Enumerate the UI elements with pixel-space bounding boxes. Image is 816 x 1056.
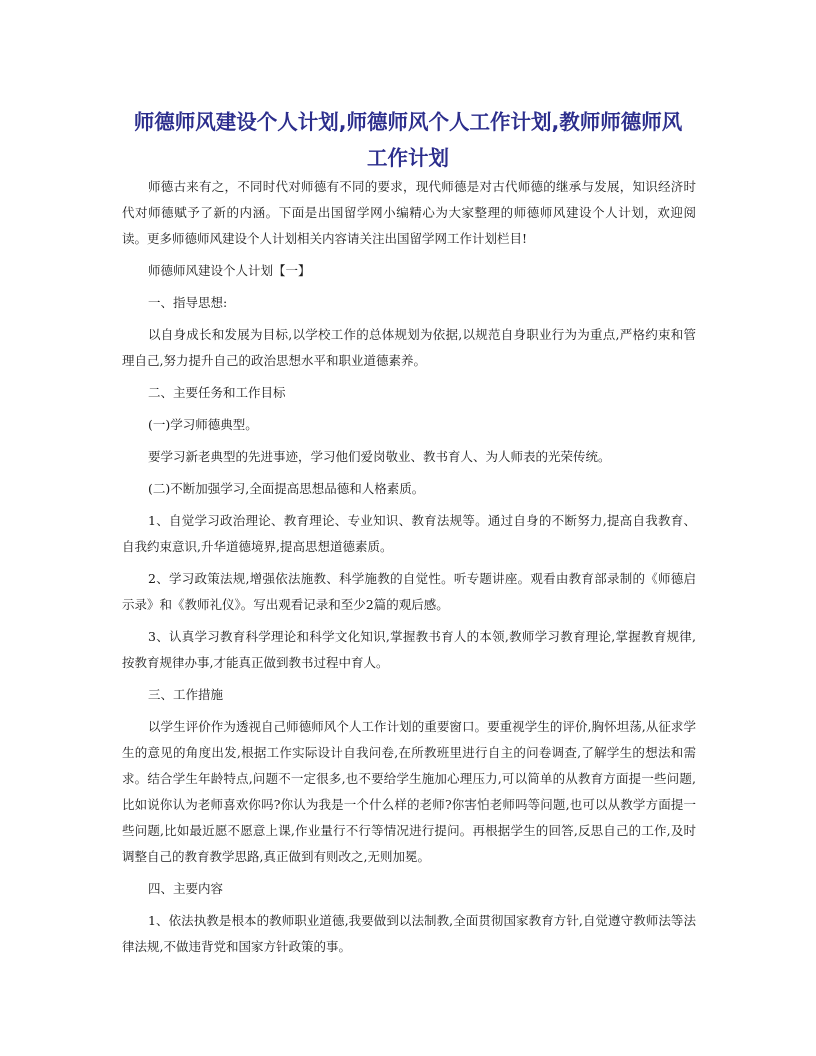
- body-paragraph: 要学习新老典型的先进事迹，学习他们爱岗敬业、教书育人、为人师表的光荣传统。: [148, 449, 611, 464]
- list-item-1: 1、自觉学习政治理论、教育理论、专业知识、教育法规等。通过自身的不断努力,提高自我教育、自我约束意识,升华道德境界,提高思想道德素质。: [122, 513, 696, 554]
- section-heading-measures: 三、工作措施: [148, 687, 224, 702]
- list-item-3: 3、认真学习教育科学理论和科学文化知识,掌握教书育人的本领,教师学习教育理论,掌握教育规律,按教育规律办事,才能真正做到教书过程中育人。: [122, 629, 696, 670]
- list-item-2: 2、学习政策法规,增强依法施教、科学施教的自觉性。听专题讲座。观看由教育部录制的《师德启示录》和《教师礼仪》。写出观看记录和至少2篇的观后感。: [122, 571, 696, 612]
- subheading-study-models: (一)学习师德典型。: [148, 417, 258, 432]
- subheading-continuous-learning: (二)不断加强学习,全面提高思想品德和人格素质。: [148, 481, 425, 496]
- section-heading-main-content: 四、主要内容: [148, 881, 224, 896]
- intro-paragraph: 师德古来有之，不同时代对师德有不同的要求，现代师德是对古代师德的继承与发展，知识经济时代对师德赋予了新的内涵。下面是出国留学网小编精心为大家整理的师德师风建设个人计划，欢迎阅读。更多师德师风建设个人计划相关内容请关注出国留学网工作计划栏目!: [122, 179, 696, 246]
- body-paragraph: 以学生评价作为透视自己师德师风个人工作计划的重要窗口。要重视学生的评价,胸怀坦荡,从征求学生的意见的角度出发,根据工作实际设计自我问卷,在所教班里进行自主的问卷调查,了解学生的想法和需求。结合学生年龄特点,问题不一定很多,也不要给学生施加心理压力,可以简单的从教育方面提一些问题,比如说你认为老师喜欢你吗?你认为我是一个什么样的老师?你害怕老师吗等问题,也可以从教学方面提一些问题,比如最近愿不愿意上课,作业量行不行等情况进行提问。再根据学生的回答,反思自己的工作,及时调整自己的教育教学思路,真正做到有则改之,无则加冕。: [122, 719, 696, 864]
- section-heading-tasks: 二、主要任务和工作目标: [148, 385, 286, 400]
- body-paragraph: 以自身成长和发展为目标,以学校工作的总体规划为依据,以规范自身职业行为为重点,严格约束和管理自己,努力提升自己的政治思想水平和职业道德素养。: [122, 327, 696, 368]
- document-body: [122, 174, 696, 966]
- section-heading-plan-one: 师德师风建设个人计划【一】: [148, 263, 311, 278]
- document-title: [100, 104, 716, 176]
- list-item-1: 1、依法执教是根本的教师职业道德,我要做到以法制教,全面贯彻国家教育方针,自觉遵守教师法等法律法规,不做违背党和国家方针政策的事。: [122, 913, 696, 954]
- title-line-1: 师德师风建设个人计划,师德师风个人工作计划,教师师德师风: [133, 110, 683, 134]
- title-line-2: 工作计划: [367, 146, 449, 170]
- section-heading-guiding-thought: 一、指导思想:: [148, 295, 228, 310]
